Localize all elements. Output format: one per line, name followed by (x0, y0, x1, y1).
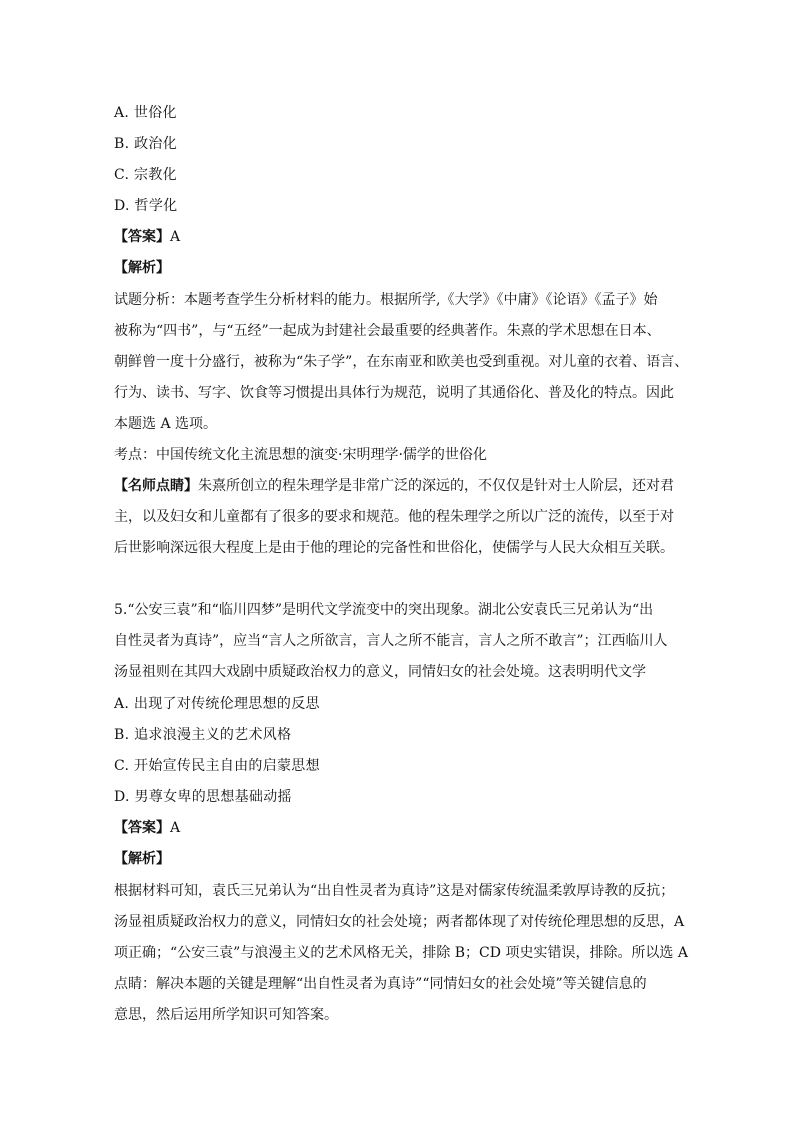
q4-teacher-text-1: 朱熹所创立的程朱理学是非常广泛的深远的，不仅仅是针对士人阶层，还对君 (198, 478, 674, 494)
q4-teacher-line-1 (114, 476, 684, 496)
q4-answer-value: A (170, 229, 181, 245)
q4-analysis-line-4: 行为、读书、写字、饮食等习惯提出具体行为规范，说明了其通俗化、普及化的特点。因此 (114, 385, 674, 401)
q4-teacher-line-3: 后世影响深远很大程度上是由于他的理论的完备性和世俗化，使儒学与人民大众相互关联。 (114, 540, 674, 556)
q4-answer (114, 227, 684, 247)
q5-answer-value: A (170, 820, 181, 836)
q5-option-c: C. 开始宣传民主自由的启蒙思想 (114, 758, 320, 774)
q5-stem-line-3: 汤显祖则在其四大戏剧中质疑政治权力的意义，同情妇女的社会处境。这表明明代文学 (114, 664, 646, 680)
q5-option-b: B. 追求浪漫主义的艺术风格 (114, 727, 292, 743)
q5-answer-tag: 【答案】 (114, 820, 170, 836)
q5-analysis-line-4: 点睛：解决本题的关键是理解“出自性灵者为真诗”“同情妇女的社会处境”等关键信息的 (114, 976, 647, 992)
q4-answer-tag: 【答案】 (114, 229, 170, 245)
q4-teacher-line-2: 主，以及妇女和儿童都有了很多的要求和规范。他的程朱理学之所以广泛的流传，以至于对 (114, 509, 674, 525)
q4-option-a: A. 世俗化 (114, 105, 177, 121)
q4-option-c: C. 宗教化 (114, 167, 177, 183)
q5-analysis-line-5: 意思，然后运用所学知识可知答案。 (114, 1007, 338, 1023)
q5-stem-line-2: 自性灵者为真诗”，应当“言人之所欲言，言人之所不能言，言人之所不敢言”；江西临川人 (114, 633, 668, 649)
q4-kaodian: 考点：中国传统文化主流思想的演变·宋明理学·儒学的世俗化 (114, 447, 487, 463)
q4-analysis-line-5: 本题选 A 选项。 (114, 416, 218, 432)
q4-option-d: D. 哲学化 (114, 198, 178, 214)
q5-analysis-line-2: 汤显祖质疑政治权力的意义，同情妇女的社会处境；两者都体现了对传统伦理思想的反思，A (114, 914, 685, 930)
q4-analysis-line-1: 试题分析：本题考查学生分析材料的能力。根据所学,《大学》《中庸》《论语》《孟子》始 (114, 292, 658, 308)
q5-analysis-line-3: 项正确；“公安三袁”与浪漫主义的艺术风格无关，排除 B；CD 项史实错误，排除。所以选 A (114, 945, 688, 961)
q4-analysis-line-3: 朝鲜曾一度十分盛行，被称为“朱子学”，在东南亚和欧美也受到重视。对儿童的衣着、语言、 (114, 354, 689, 370)
q4-analysis-heading: 【解析】 (114, 260, 170, 276)
q5-option-a: A. 出现了对传统伦理思想的反思 (114, 696, 320, 712)
q5-analysis-line-1: 根据材料可知，袁氏三兄弟认为“出自性灵者为真诗”这是对儒家传统温柔敦厚诗教的反抗； (114, 883, 675, 899)
q5-answer (114, 818, 684, 838)
q4-analysis-line-2: 被称为“四书”，与“五经”一起成为封建社会最重要的经典著作。朱熹的学术思想在日本、 (114, 323, 661, 339)
q4-option-b: B. 政治化 (114, 136, 177, 152)
q5-option-d: D. 男尊女卑的思想基础动摇 (114, 789, 292, 805)
q5-stem-line-1: 5.“公安三袁”和“临川四梦”是明代文学流变中的突出现象。湖北公安袁氏三兄弟认为“出 (114, 602, 654, 618)
q4-teacher-tag: 【名师点睛】 (114, 478, 198, 494)
q5-analysis-heading: 【解析】 (114, 851, 170, 867)
